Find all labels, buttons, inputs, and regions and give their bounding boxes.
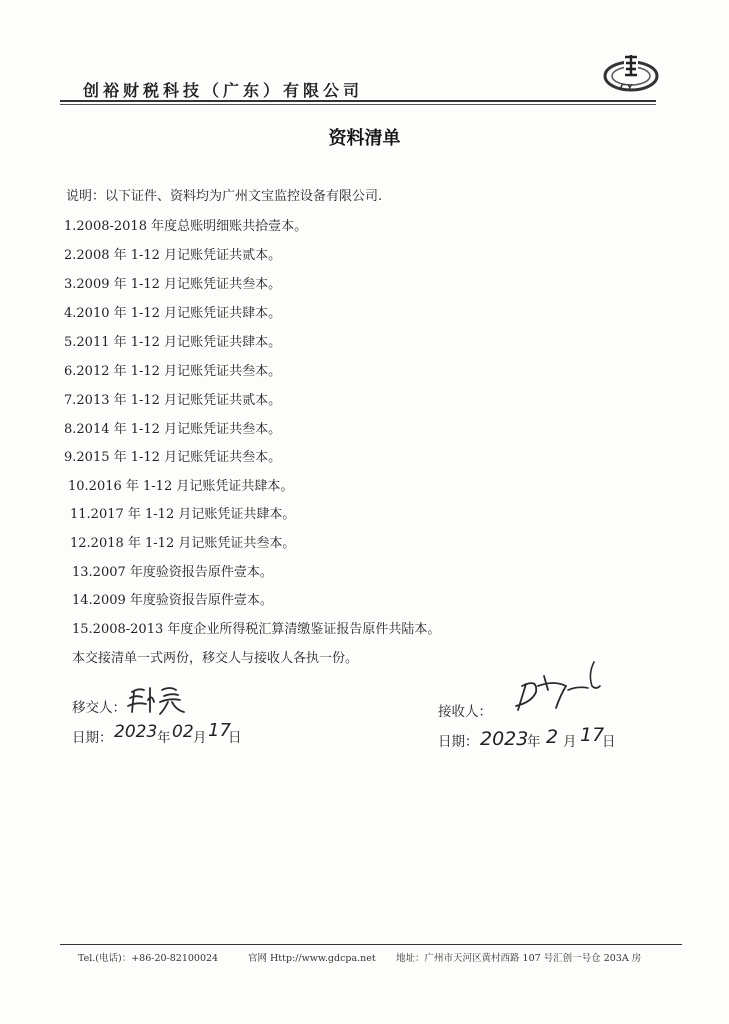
receiver-date-year: 2023 — [480, 728, 529, 750]
list-item: 12.2018 年 1-12 月记账凭证共叁本。 — [70, 536, 296, 551]
list-item: 6.2012 年 1-12 月记账凭证共叁本。 — [64, 364, 282, 379]
transferor-date-year-suffix: 年 — [157, 730, 171, 746]
list-item: 8.2014 年 1-12 月记账凭证共叁本。 — [64, 422, 282, 437]
transferor-signature — [124, 682, 190, 716]
receiver-date-month: 2 — [546, 726, 559, 748]
receiver-date-label: 日期： — [438, 734, 479, 750]
receiver-date-day: 17 — [580, 724, 605, 746]
list-item: 2.2008 年 1-12 月记账凭证共贰本。 — [64, 248, 282, 263]
receiver-date-day-suffix: 日 — [602, 734, 616, 750]
footer-phone: Tel.(电话)：+86-20-82100024 — [78, 953, 219, 964]
receiver-date-year-suffix: 年 — [527, 734, 541, 750]
list-item: 4.2010 年 1-12 月记账凭证共肆本。 — [64, 306, 282, 321]
list-item: 5.2011 年 1-12 月记账凭证共肆本。 — [64, 335, 282, 350]
footer-website: 官网 Http://www.gdcpa.net — [248, 953, 376, 964]
footer-divider — [60, 944, 682, 945]
transferor-date-day-suffix: 日 — [228, 730, 242, 746]
list-item: 14.2009 年度验资报告原件壹本。 — [72, 593, 273, 608]
header-divider — [60, 100, 656, 102]
list-item: 13.2007 年度验资报告原件壹本。 — [72, 565, 273, 580]
list-item: 9.2015 年 1-12 月记账凭证共叁本。 — [64, 450, 282, 465]
intro-text: 说明：以下证件、资料均为广州文宝监控设备有限公司. — [66, 189, 383, 204]
closing-note: 本交接清单一式两份，移交人与接收人各执一份。 — [72, 651, 359, 666]
transferor-date-label: 日期： — [72, 730, 113, 746]
transferor-date-day: 17 — [208, 720, 231, 741]
transferor-label: 移交人： — [72, 700, 126, 716]
receiver-signature — [508, 656, 604, 716]
transferor-date-month: 02 — [172, 722, 194, 742]
list-item: 7.2013 年 1-12 月记账凭证共贰本。 — [64, 393, 282, 408]
list-item: 10.2016 年 1-12 月记账凭证共肆本。 — [68, 479, 294, 494]
receiver-date-month-suffix: 月 — [563, 734, 577, 750]
document-title: 资料清单 — [328, 128, 401, 149]
footer-address: 地址：广州市天河区黄村西路 107 号汇创一号仓 203A 房 — [396, 953, 642, 964]
transferor-date-year: 2023 — [114, 722, 158, 742]
list-item: 1.2008-2018 年度总账明细账共拾壹本。 — [64, 219, 308, 234]
list-item: 3.2009 年 1-12 月记账凭证共叁本。 — [64, 277, 282, 292]
header-divider-thin — [60, 104, 656, 105]
list-item: 11.2017 年 1-12 月记账凭证共肆本。 — [70, 507, 296, 522]
list-item: 15.2008-2013 年度企业所得税汇算清缴鉴证报告原件共陆本。 — [72, 622, 441, 637]
company-name: 创裕财税科技（广东）有限公司 — [83, 81, 364, 100]
receiver-label: 接收人： — [438, 704, 492, 720]
logo-letters: CY — [620, 83, 634, 92]
transferor-date-month-suffix: 月 — [193, 730, 207, 746]
